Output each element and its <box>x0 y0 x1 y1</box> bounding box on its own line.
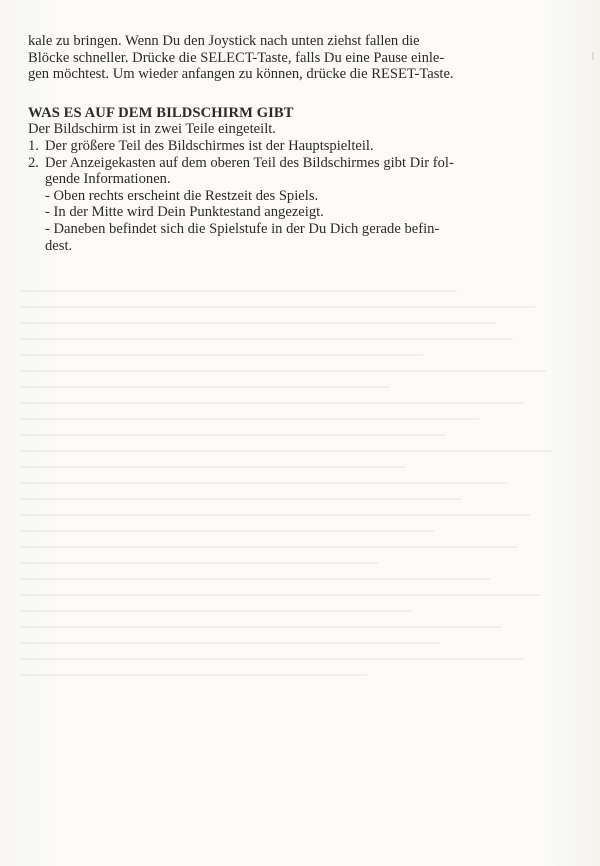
list-item-2 <box>28 155 573 172</box>
paragraph-spacer <box>28 83 573 105</box>
list-number-1: 1. <box>28 137 39 154</box>
list-text-2-line-2: gende Informationen. <box>45 171 171 188</box>
sub-item-1: - Oben rechts erscheint die Restzeit des Spiels. <box>45 187 319 204</box>
list-number-2: 2. <box>28 154 39 171</box>
intro-line-2: Blöcke schneller. Drücke die SELECT-Taste, falls Du eine Pause einle- <box>28 49 445 66</box>
section-heading: WAS ES AUF DEM BILDSCHIRM GIBT <box>28 104 294 121</box>
intro-line-3: gen möchtest. Um wieder anfangen zu können, drücke die RESET-Taste. <box>28 66 454 83</box>
intro-line-1: kale zu bringen. Wenn Du den Joystick nach unten ziehst fallen die <box>28 33 420 49</box>
sub-item-3: - Daneben befindet sich die Spielstufe in der Du Dich gerade befin- <box>45 220 440 237</box>
list-item-1 <box>28 138 573 155</box>
page-content <box>28 33 573 254</box>
section-intro-line: Der Bildschirm ist in zwei Teile eingeteilt. <box>28 121 276 138</box>
page-edge-mark <box>592 52 594 60</box>
list-text-2-line-1: Der Anzeigekasten auf dem oberen Teil des Bildschirmes gibt Dir fol- <box>45 154 454 171</box>
faint-reverse-side-bleed <box>20 290 580 830</box>
list-text-1: Der größere Teil des Bildschirmes ist der Hauptspielteil. <box>45 137 374 154</box>
sub-item-3-continuation: dest. <box>45 237 73 254</box>
sub-item-2: - In der Mitte wird Dein Punktestand angezeigt. <box>45 204 324 221</box>
